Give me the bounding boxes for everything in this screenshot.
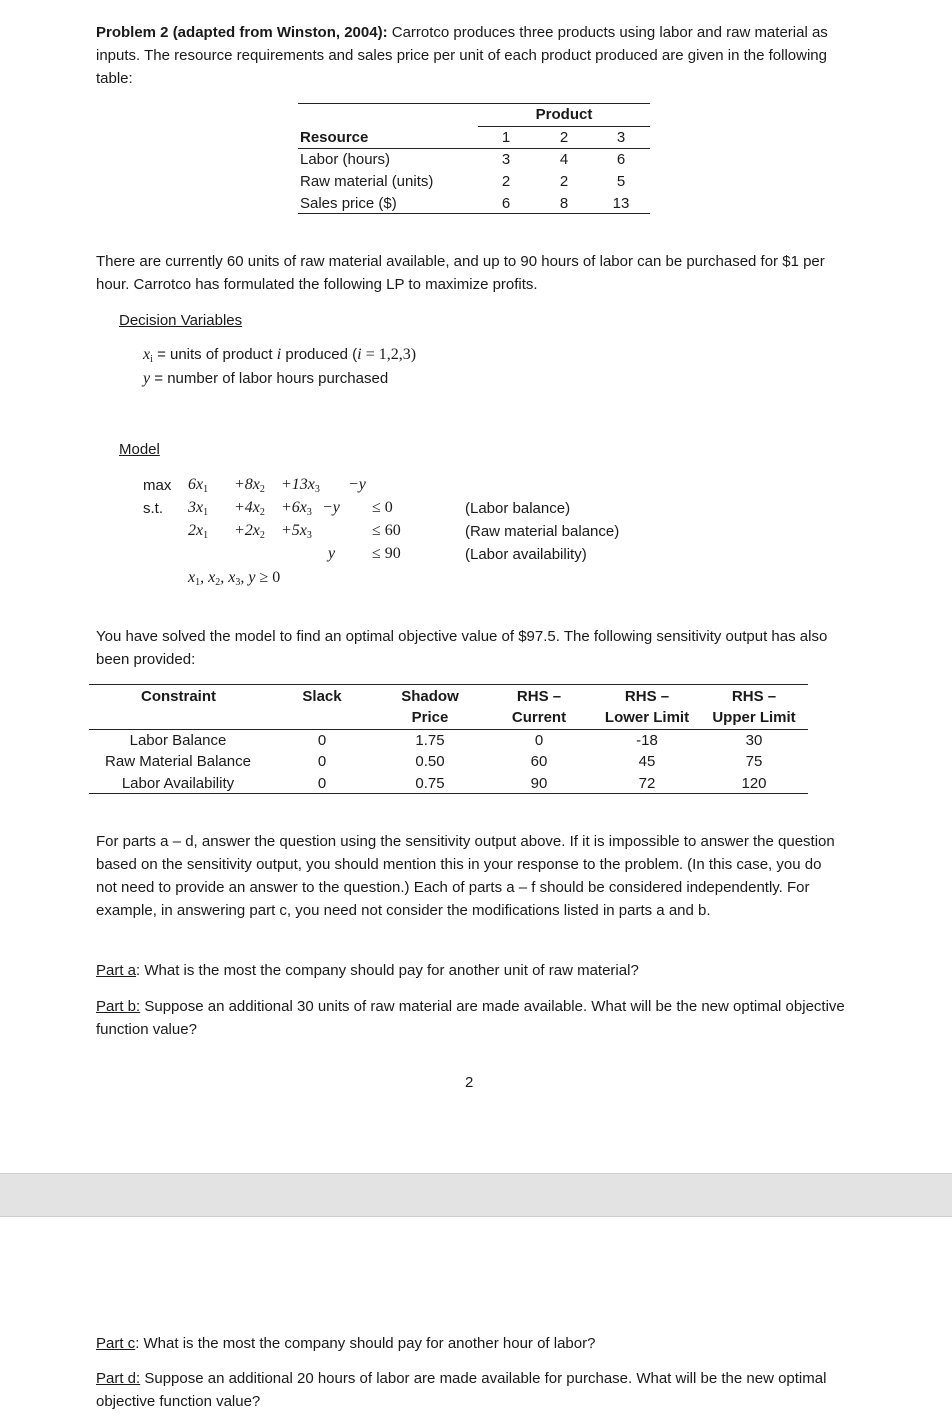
constraint-term: y bbox=[328, 545, 336, 562]
decision-variable-x: $x_i$ = units of product i produced (i = 1,2,3) bbox=[143, 346, 417, 365]
cell-upper: 30 bbox=[745, 732, 763, 749]
resource-cell: 3 bbox=[501, 151, 511, 168]
cell-upper: 120 bbox=[741, 775, 767, 792]
page-number: 2 bbox=[465, 1074, 474, 1091]
intro-paragraph bbox=[96, 21, 846, 90]
header-rhs-upper: RHS – bbox=[731, 688, 777, 705]
cell-constraint: Raw Material Balance bbox=[105, 753, 251, 770]
constraint-term: $+6x_3$ bbox=[281, 499, 312, 518]
intro-text: Carrotco produces three products using labor and raw material as inputs. The resource requirements and sales price per unit of each product produced are given in the following table: bbox=[96, 24, 828, 87]
cell-shadow: 0.75 bbox=[415, 775, 445, 792]
cell-shadow: 1.75 bbox=[415, 732, 445, 749]
resource-cell: 2 bbox=[559, 173, 569, 190]
decision-variables-heading: Decision Variables bbox=[119, 312, 243, 329]
cell-current: 90 bbox=[530, 775, 548, 792]
cell-constraint: Labor Availability bbox=[121, 775, 235, 792]
header-shadow: Price bbox=[411, 709, 449, 726]
decision-variable-y: y = number of labor hours purchased bbox=[143, 370, 389, 387]
resource-cell: 8 bbox=[559, 195, 569, 212]
resource-row-label: Raw material (units) bbox=[300, 173, 434, 190]
header-rhs-current: RHS – bbox=[516, 688, 562, 705]
instructions-paragraph: For parts a – d, answer the question using the sensitivity output above. If it is impossible to answer the question based on the sensitivity output, you should mention this in your response to the problem. (In this case, you do not need to provide an answer to the question.) Each of parts a – f should be considered independently. For example, in answering part c, you need not consider the modifications listed in parts a and b. bbox=[96, 833, 835, 919]
cell-current: 0 bbox=[534, 732, 544, 749]
resource-cell: 4 bbox=[559, 151, 569, 168]
header-rhs-lower: Lower Limit bbox=[604, 709, 690, 726]
part-b: Part b: Suppose an additional 30 units of raw material are made available. What will be the new optimal objective function value? bbox=[96, 998, 845, 1038]
header-rhs-upper: Upper Limit bbox=[712, 709, 796, 726]
cell-current: 60 bbox=[530, 753, 548, 770]
resource-cell: 2 bbox=[501, 173, 511, 190]
cell-lower: 45 bbox=[638, 753, 656, 770]
header-rhs-current: Current bbox=[511, 709, 567, 726]
constraint-term: $2x_1$ bbox=[188, 522, 209, 541]
constraint-term: −y bbox=[322, 499, 340, 516]
st-label: s.t. bbox=[143, 500, 164, 517]
constraint-term: $+2x_2$ bbox=[234, 522, 265, 541]
part-d: Part d: Suppose an additional 20 hours of labor are made available for purchase. What will be the new optimal objective function value? bbox=[96, 1370, 827, 1410]
max-label: max bbox=[143, 477, 172, 494]
cell-lower: -18 bbox=[636, 732, 658, 749]
page-break bbox=[0, 1173, 952, 1217]
cell-upper: 75 bbox=[745, 753, 763, 770]
product-header: 2 bbox=[559, 129, 569, 146]
cell-shadow: 0.50 bbox=[415, 753, 445, 770]
header-slack: Slack bbox=[302, 688, 342, 705]
constraint-name: (Labor availability) bbox=[465, 546, 587, 563]
header-shadow: Shadow bbox=[401, 688, 459, 705]
objective-term: $6x_1$ bbox=[188, 476, 209, 495]
cell-slack: 0 bbox=[317, 753, 327, 770]
cell-slack: 0 bbox=[317, 732, 327, 749]
header-rhs-lower: RHS – bbox=[624, 688, 670, 705]
constraint-rhs: ≤ 0 bbox=[372, 499, 393, 516]
cell-lower: 72 bbox=[638, 775, 656, 792]
constraint-term: $+4x_2$ bbox=[234, 499, 265, 518]
header-constraint: Constraint bbox=[141, 688, 216, 705]
constraint-rhs: ≤ 60 bbox=[372, 522, 401, 539]
objective-term: $+13x_3$ bbox=[281, 476, 320, 495]
part-a: Part a: What is the most the company should pay for another unit of raw material? bbox=[96, 962, 639, 979]
objective-term: $+8x_2$ bbox=[234, 476, 265, 495]
product-header: 3 bbox=[616, 129, 626, 146]
product-group-header: Product bbox=[535, 106, 593, 123]
problem-title: Problem 2 (adapted from Winston, 2004): bbox=[96, 24, 388, 41]
cell-slack: 0 bbox=[317, 775, 327, 792]
resource-header: Resource bbox=[300, 129, 369, 146]
model-heading: Model bbox=[119, 441, 160, 458]
constraint-term: $3x_1$ bbox=[188, 499, 209, 518]
resource-cell: 6 bbox=[501, 195, 511, 212]
nonnegativity: $x_1$, $x_2$, $x_3$, y ≥ 0 bbox=[188, 569, 281, 588]
resource-cell: 6 bbox=[616, 151, 626, 168]
objective-term: −y bbox=[348, 476, 366, 493]
product-header: 1 bbox=[501, 129, 511, 146]
constraint-name: (Labor balance) bbox=[465, 500, 571, 517]
resource-row-label: Labor (hours) bbox=[300, 151, 391, 168]
resource-row-label: Sales price ($) bbox=[300, 195, 397, 212]
part-c: Part c: What is the most the company should pay for another hour of labor? bbox=[96, 1335, 596, 1352]
solved-paragraph: You have solved the model to find an optimal objective value of $97.5. The following sensitivity output has also been provided: bbox=[96, 628, 828, 668]
resource-cell: 13 bbox=[612, 195, 630, 212]
cell-constraint: Labor Balance bbox=[129, 732, 227, 749]
constraint-term: $+5x_3$ bbox=[281, 522, 312, 541]
resource-cell: 5 bbox=[616, 173, 626, 190]
availability-paragraph: There are currently 60 units of raw material available, and up to 90 hours of labor can be purchased for $1 per hour. Carrotco has formulated the following LP to maximize profits. bbox=[96, 253, 825, 293]
constraint-rhs: ≤ 90 bbox=[372, 545, 401, 562]
constraint-name: (Raw material balance) bbox=[465, 523, 620, 540]
